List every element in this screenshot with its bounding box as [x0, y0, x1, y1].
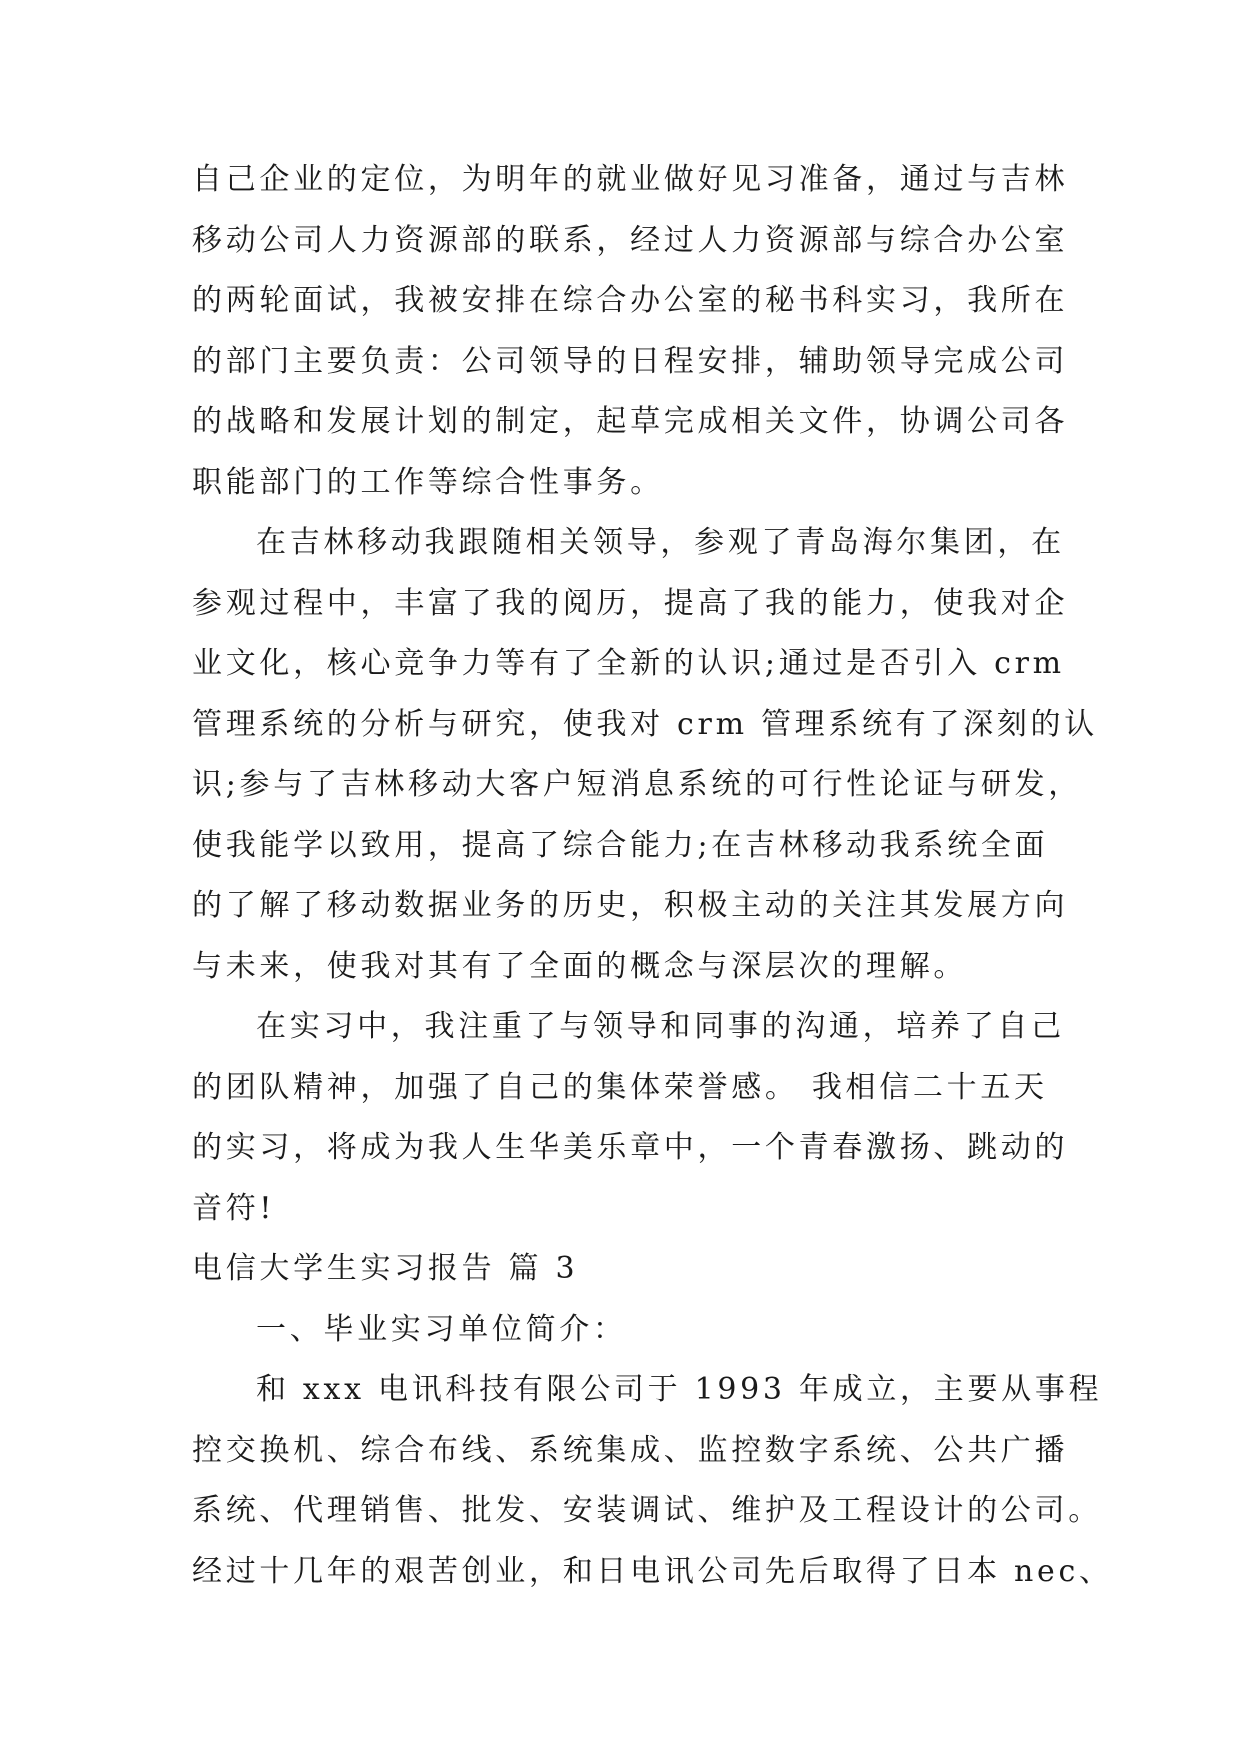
text-line: 的实习，将成为我人生华美乐章中，一个青春激扬、跳动的: [192, 1130, 1069, 1165]
text-line: 一、毕业实习单位简介：: [256, 1311, 627, 1347]
text-line: 自己企业的定位，为明年的就业做好见习准备，通过与吉林: [192, 162, 1069, 197]
text-line: 控交换机、综合布线、系统集成、监控数字系统、公共广播: [192, 1432, 1069, 1468]
text-line: 使我能学以致用，提高了综合能力;在吉林移动我系统全面: [192, 827, 1049, 863]
text-line: 参观过程中，丰富了我的阅历，提高了我的能力，使我对企: [192, 585, 1069, 621]
text-line: 识;参与了吉林移动大客户短消息系统的可行性论证与研发，: [192, 767, 1083, 802]
text-line: 在实习中，我注重了与领导和同事的沟通，培养了自己: [256, 1009, 1065, 1044]
text-line: 电信大学生实习报告 篇 3: [192, 1251, 579, 1286]
text-line: 和 xxx 电讯科技有限公司于 1993 年成立，主要从事程: [256, 1372, 1103, 1407]
text-line: 的战略和发展计划的制定，起草完成相关文件，协调公司各: [192, 404, 1069, 439]
text-line: 的两轮面试，我被安排在综合办公室的秘书科实习，我所在: [192, 283, 1069, 318]
text-line: 的了解了移动数据业务的历史，积极主动的关注其发展方向: [192, 888, 1069, 923]
text-line: 音符!: [192, 1190, 276, 1226]
text-line: 的团队精神，加强了自己的集体荣誉感。 我相信二十五天: [192, 1069, 1048, 1105]
text-line: 职能部门的工作等综合性事务。: [192, 464, 664, 500]
text-line: 管理系统的分析与研究，使我对 crm 管理系统有了深刻的认: [192, 706, 1098, 742]
text-line: 在吉林移动我跟随相关领导，参观了青岛海尔集团，在: [256, 525, 1065, 560]
document-body: [192, 150, 1113, 1602]
text-line: 的部门主要负责：公司领导的日程安排，辅助领导完成公司: [192, 343, 1069, 379]
text-line: 经过十几年的艰苦创业，和日电讯公司先后取得了日本 nec、: [192, 1553, 1113, 1589]
text-line: 与未来，使我对其有了全面的概念与深层次的理解。: [192, 948, 968, 984]
text-line: 业文化，核心竞争力等有了全新的认识;通过是否引入 crm: [192, 646, 1065, 681]
text-line: 系统、代理销售、批发、安装调试、维护及工程设计的公司。: [192, 1493, 1102, 1528]
text-line: 移动公司人力资源部的联系，经过人力资源部与综合办公室: [192, 222, 1069, 258]
